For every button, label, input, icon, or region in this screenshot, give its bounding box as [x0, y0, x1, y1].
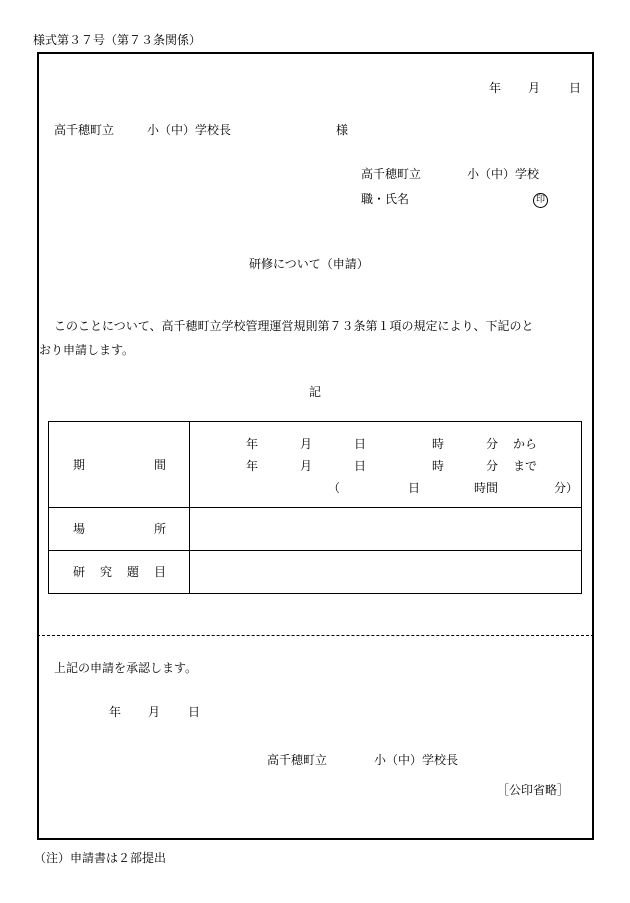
table-row-place — [49, 508, 582, 551]
place-label: 場 所 — [49, 508, 190, 551]
form-number: 様式第３７号（第７３条関係） — [33, 33, 202, 47]
place-value[interactable] — [190, 508, 582, 551]
approver-town: 高千穂町立 — [267, 753, 328, 767]
table-row-topic — [49, 551, 582, 594]
cut-line — [37, 635, 594, 636]
application-table — [48, 421, 582, 594]
body-line-2: おり申請します。 — [39, 343, 135, 357]
applicant-town: 高千穂町立 — [361, 167, 422, 181]
applicant-school: 小（中）学校 — [467, 167, 540, 181]
date-month: 月 — [528, 81, 541, 95]
approval-text: 上記の申請を承認します。 — [54, 661, 198, 675]
topic-label: 研 究 題 目 — [49, 551, 190, 594]
seal-note: ［公印省略］ — [497, 783, 570, 797]
date-day: 日 — [569, 81, 582, 95]
body-line-1: このことについて、高千穂町立学校管理運営規則第７３条第１項の規定により、下記のと — [54, 319, 534, 333]
date-year: 年 — [489, 81, 502, 95]
table-row-period — [49, 422, 582, 508]
topic-value[interactable] — [190, 551, 582, 594]
applicant-position-label: 職・氏名 — [361, 192, 410, 206]
seal-icon: 印 — [533, 192, 548, 208]
document-title: 研修について（申請） — [249, 257, 369, 271]
addressee-honorific: 様 — [336, 123, 349, 137]
period-value[interactable]: 年 月 日 時 分 から 年 月 日 時 分 まで （ 日 時間 分） — [190, 422, 582, 508]
footnote: （注）申請書は２部提出 — [34, 851, 167, 865]
addressee-school: 小（中）学校長 — [147, 123, 232, 137]
period-label: 期 間 — [49, 422, 190, 508]
approver-principal: 小（中）学校長 — [374, 753, 459, 767]
ki-label: 記 — [309, 385, 322, 399]
addressee-town: 高千穂町立 — [54, 123, 115, 137]
